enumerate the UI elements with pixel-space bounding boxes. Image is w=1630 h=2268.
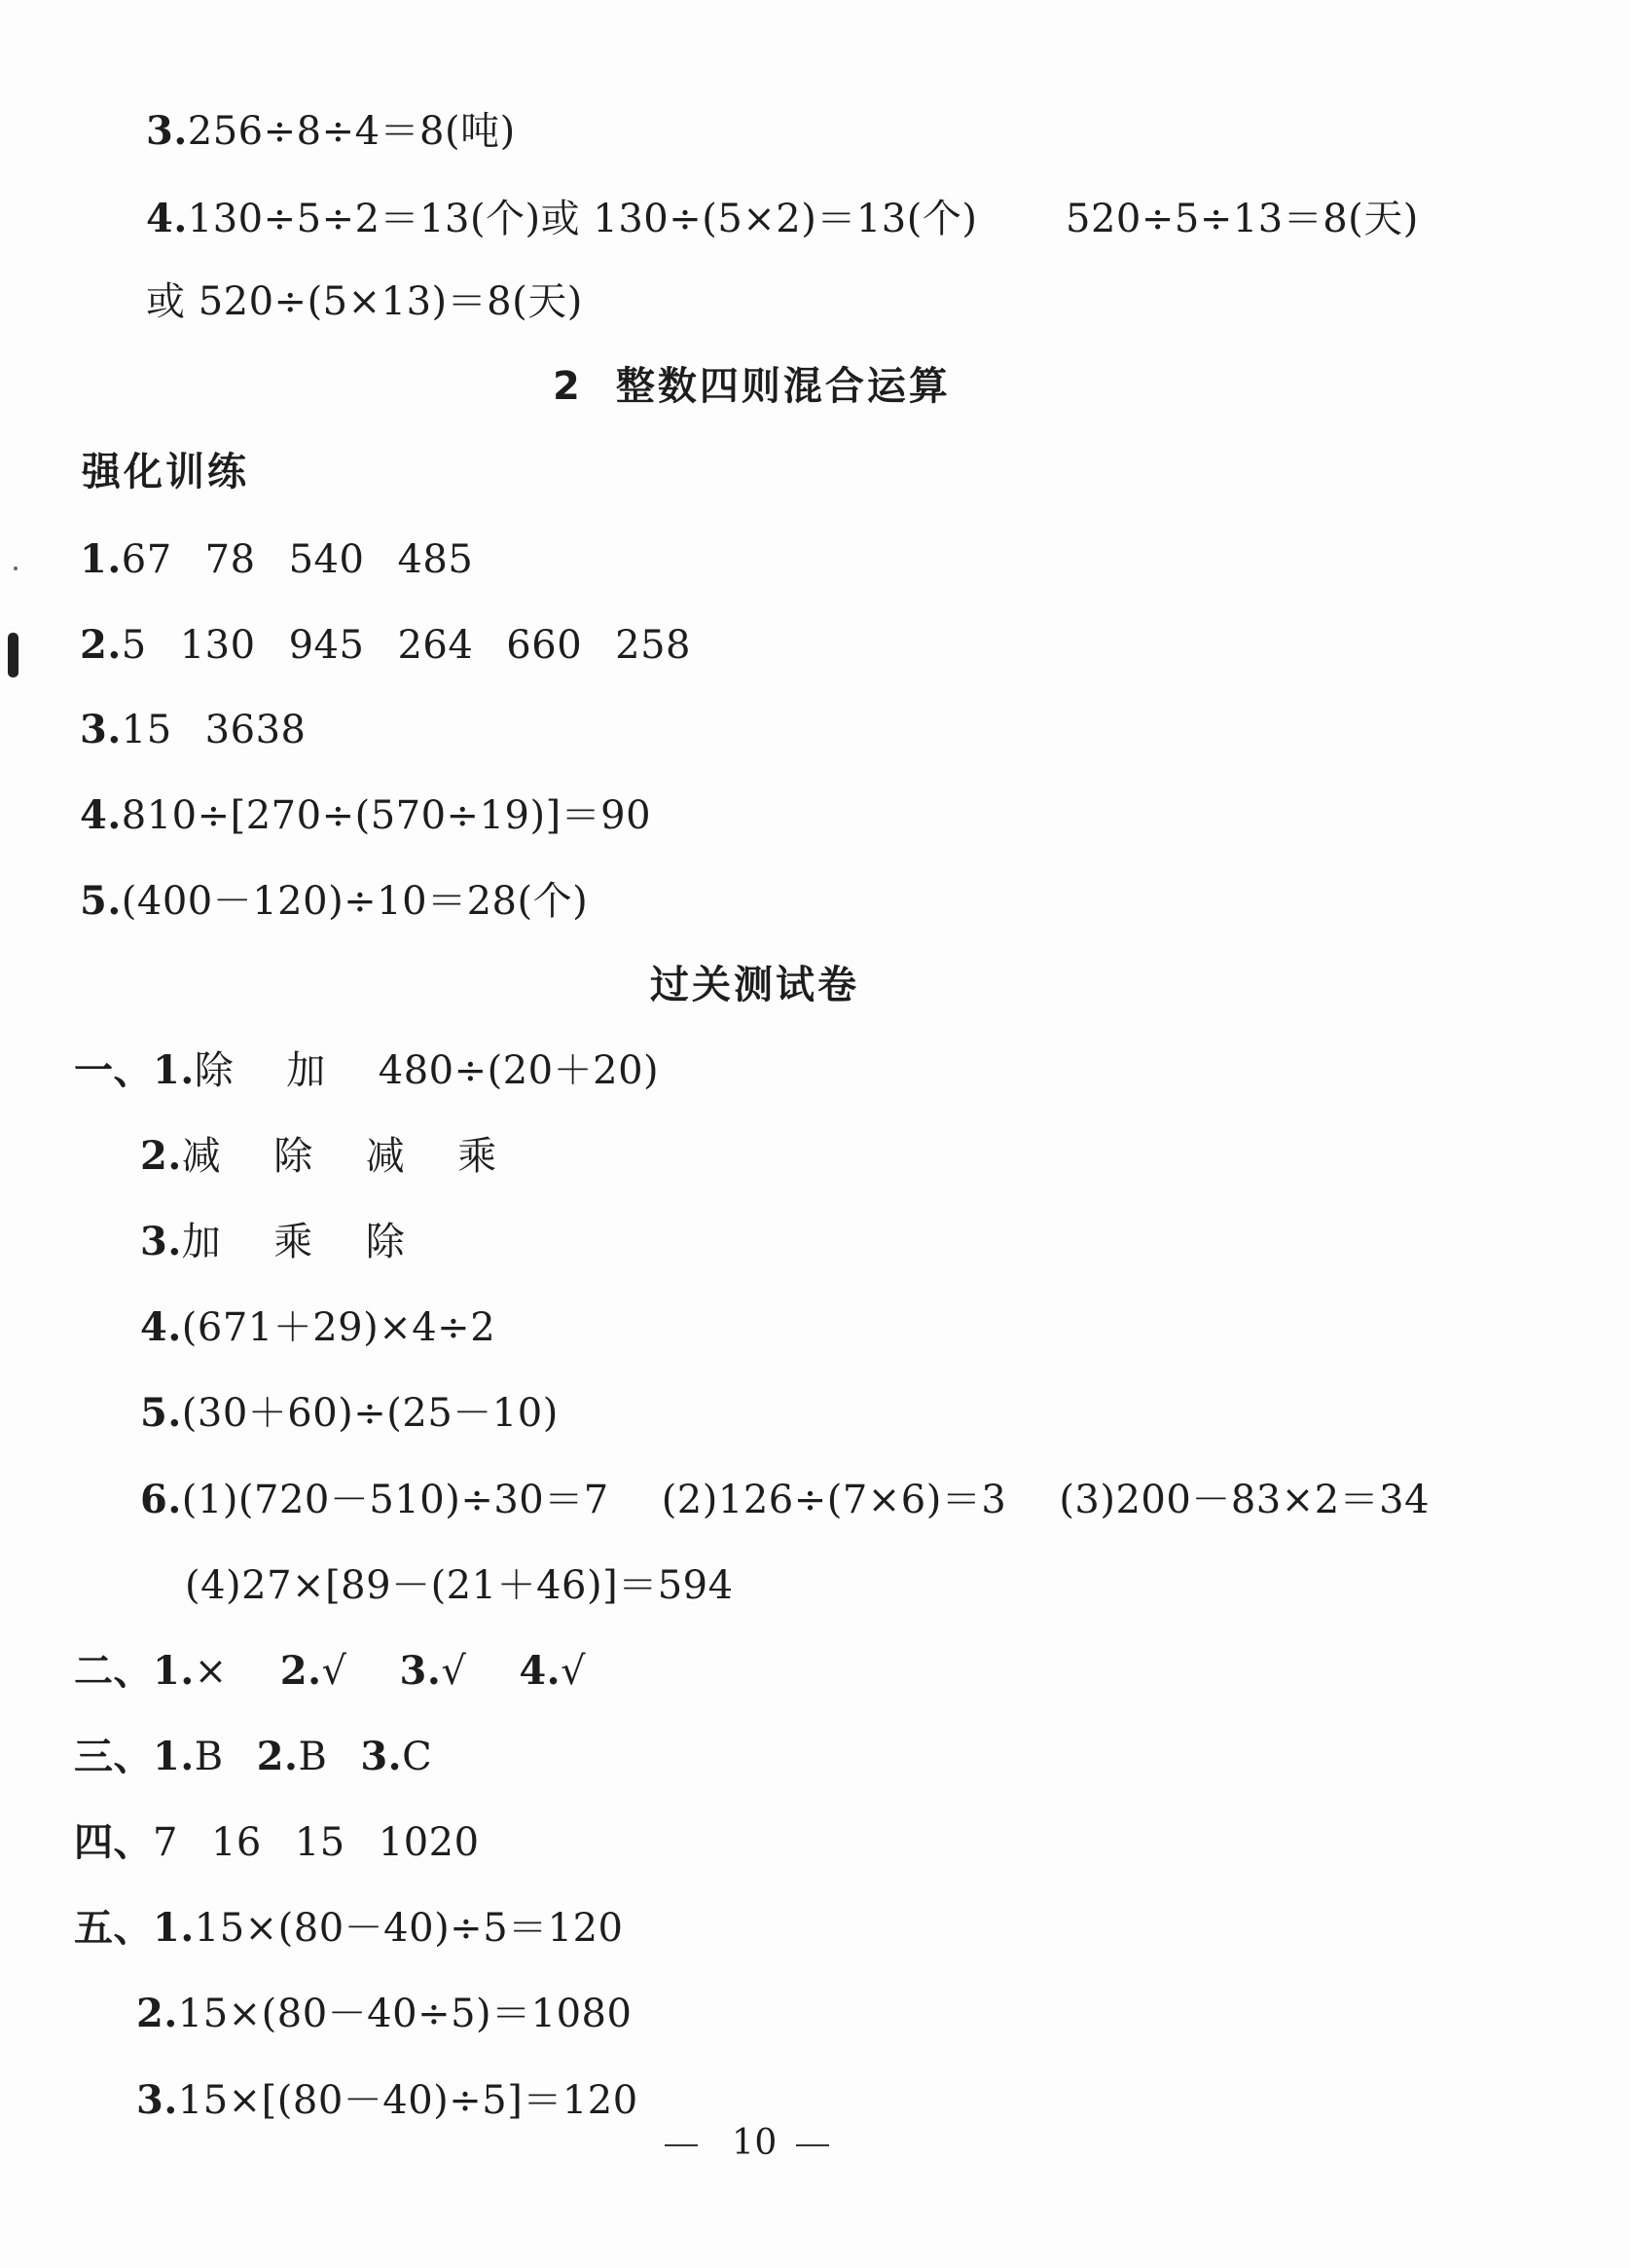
item-number: 3. bbox=[146, 108, 188, 154]
answer-text: 520÷5÷13＝8(天) bbox=[1066, 197, 1419, 241]
item-number: 1. bbox=[153, 1047, 195, 1093]
training-item-4: 4.810÷[270÷(570÷19)]＝90 bbox=[80, 792, 652, 838]
scan-mark bbox=[8, 633, 18, 677]
prev-answer-4-cont bbox=[146, 273, 583, 331]
item-number: 2. bbox=[80, 622, 122, 668]
item-number: 1. bbox=[80, 536, 122, 582]
footer-dash-left bbox=[665, 2144, 698, 2146]
part-label: 五、 bbox=[74, 1905, 153, 1951]
test-part5-item2: 2.15×(80－40÷5)＝1080 bbox=[136, 1991, 633, 2036]
item-number: 4. bbox=[146, 196, 188, 241]
part-label: 三、 bbox=[74, 1734, 153, 1779]
footer-dash-right bbox=[796, 2144, 829, 2146]
section-title bbox=[553, 357, 951, 416]
training-item-2: 2.5 130 945 264 660 258 bbox=[80, 622, 692, 668]
item-number: 3. bbox=[80, 707, 122, 752]
test-part1-item5: 5.(30＋60)÷(25－10) bbox=[140, 1390, 559, 1436]
test-part4: 四、7 16 15 1020 bbox=[74, 1819, 480, 1865]
prev-answer-4 bbox=[146, 190, 977, 248]
test-part1-item6: 6.(1)(720－510)÷30＝7 (2)126÷(7×6)＝3 (3)200－83×2＝34 bbox=[140, 1477, 1431, 1522]
page-number: 10 bbox=[732, 2123, 778, 2163]
section-title-text: 整数四则混合运算 bbox=[615, 364, 951, 409]
test-part2: 二、1.× 2.√ 3.√ 4.√ bbox=[74, 1648, 587, 1694]
test-part1-item4: 4.(671＋29)×4÷2 bbox=[140, 1304, 496, 1350]
answer-text: 或 520÷(5×13)＝8(天) bbox=[146, 279, 583, 324]
test-part1-item1: 一、1.除 加 480÷(20＋20) bbox=[74, 1047, 660, 1093]
test-part1-item3: 3.加 乘 除 bbox=[140, 1219, 406, 1264]
part-label: 二、 bbox=[74, 1648, 153, 1694]
training-heading: 强化训练 bbox=[82, 450, 249, 494]
item-number: 4. bbox=[80, 792, 122, 838]
item-number: 4. bbox=[140, 1304, 182, 1350]
training-item-5: 5.(400－120)÷10＝28(个) bbox=[80, 878, 589, 924]
item-number: 1. bbox=[153, 1905, 195, 1951]
training-item-1: 1.67 78 540 485 bbox=[80, 536, 474, 582]
prev-answer-3 bbox=[146, 102, 516, 161]
test-part1-item2: 2.减 除 减 乘 bbox=[140, 1133, 497, 1179]
answer-text: 130÷5÷2＝13(个)或 130÷(5×2)＝13(个) bbox=[187, 197, 978, 241]
item-number: 6. bbox=[140, 1477, 182, 1522]
item-number: 5. bbox=[140, 1390, 182, 1436]
item-number: 2. bbox=[136, 1991, 178, 2036]
section-number: 2 bbox=[553, 364, 583, 409]
test-heading: 过关测试卷 bbox=[650, 963, 859, 1007]
part-label: 四、 bbox=[74, 1819, 153, 1865]
item-number: 3. bbox=[140, 1219, 182, 1264]
item-number: 2. bbox=[140, 1133, 182, 1179]
item-number: 3. bbox=[136, 2077, 178, 2123]
item-number: 5. bbox=[80, 878, 122, 924]
prev-answer-4b bbox=[1066, 190, 1419, 248]
test-part5-item3: 3.15×[(80－40)÷5]＝120 bbox=[136, 2077, 638, 2123]
answer-text: 256÷8÷4＝8(吨) bbox=[187, 109, 516, 154]
test-part5-item1: 五、1.15×(80－40)÷5＝120 bbox=[74, 1905, 624, 1951]
part-label: 一、 bbox=[74, 1047, 153, 1093]
scan-dot bbox=[14, 567, 18, 570]
test-part3: 三、1.B 2.B 3.C bbox=[74, 1734, 433, 1779]
training-item-3: 3.15 3638 bbox=[80, 707, 307, 752]
test-part1-item6-sub4: (4)27×[89－(21＋46)]＝594 bbox=[185, 1563, 734, 1608]
